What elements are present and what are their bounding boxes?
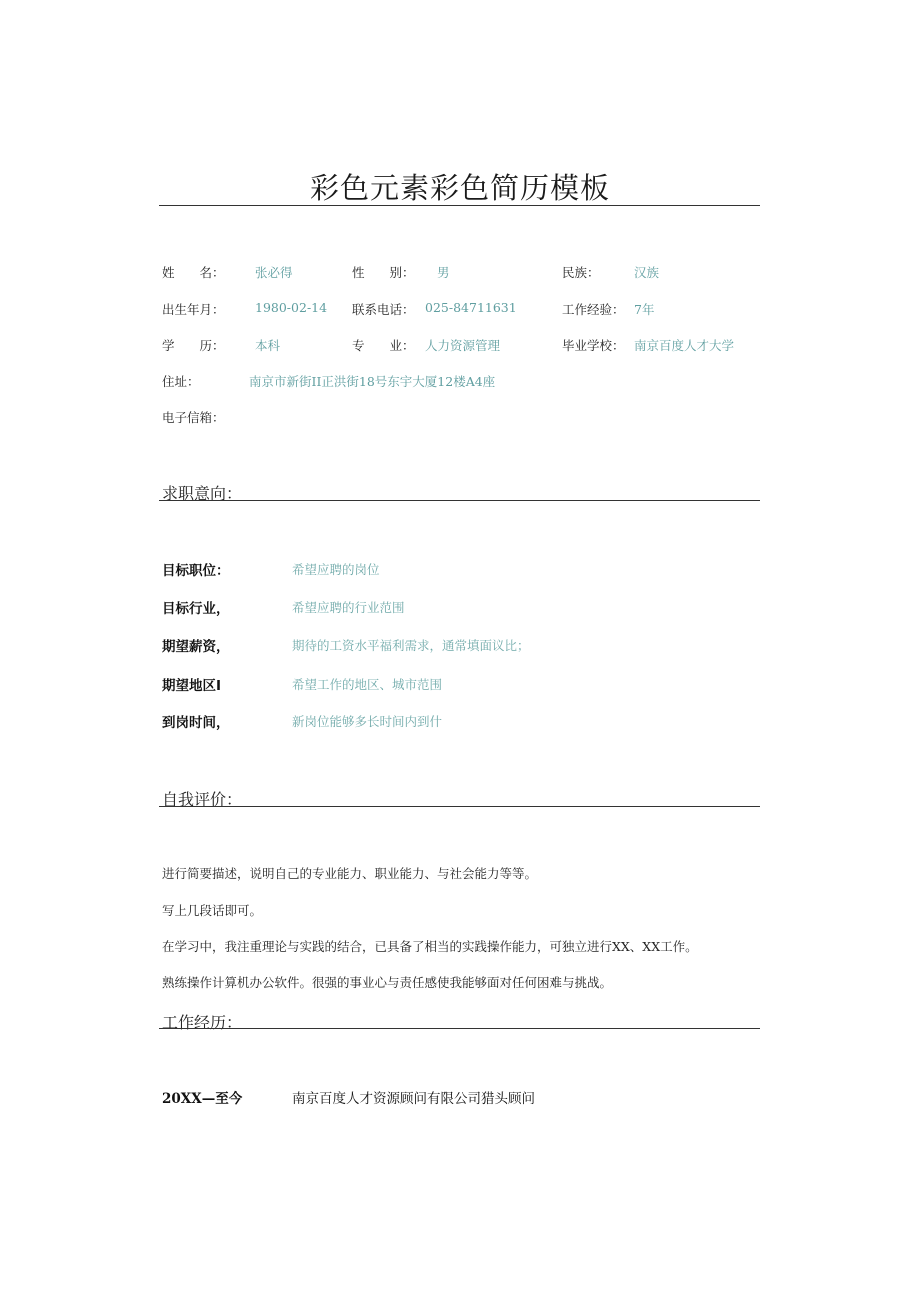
target-industry-label: 目标行业， xyxy=(162,601,230,617)
title-divider xyxy=(159,205,760,206)
job-intention-heading: 求职意向： xyxy=(162,484,243,503)
gender-label: 性 别： xyxy=(352,265,415,280)
experience-label: 工作经验： xyxy=(562,302,625,317)
phone-value: 025-84711631 xyxy=(425,300,517,315)
education-value: 本科 xyxy=(255,338,281,353)
experience-value: 7年 xyxy=(634,302,655,317)
school-label: 毕业学校： xyxy=(562,338,625,353)
target-position-label: 目标职位： xyxy=(162,563,230,579)
start-time-value: 新岗位能够多长时间内到什 xyxy=(292,714,443,729)
ethnicity-label: 民族： xyxy=(562,265,600,280)
ethnicity-value: 汉族 xyxy=(634,265,660,280)
address-label: 住址： xyxy=(162,374,200,389)
start-time-label: 到岗时间， xyxy=(162,715,230,731)
birth-label: 出生年月： xyxy=(162,302,225,317)
self-evaluation-paragraph: 写上几段话即可。 xyxy=(162,903,263,918)
work-experience-heading: 工作经历： xyxy=(162,1013,243,1032)
school-value: 南京百度人才大学 xyxy=(634,338,735,353)
self-evaluation-heading: 自我评价： xyxy=(162,790,243,809)
self-evaluation-divider xyxy=(159,806,760,807)
expected-region-label: 期望地区I xyxy=(162,678,222,694)
name-label: 姓 名： xyxy=(162,265,225,280)
education-label: 学 历： xyxy=(162,338,225,353)
target-position-value: 希望应聘的岗位 xyxy=(292,562,380,577)
self-evaluation-paragraph: 在学习中，我注重理论与实践的结合，已具备了相当的实践操作能力，可独立进行XX、XX工作。 xyxy=(162,939,698,954)
address-value: 南京市新街II正洪街18号东宇大厦12楼A4座 xyxy=(249,374,496,389)
expected-salary-label: 期望薪资， xyxy=(162,639,230,655)
self-evaluation-paragraph: 进行简要描述，说明自己的专业能力、职业能力、与社会能力等等。 xyxy=(162,866,538,881)
phone-label: 联系电话： xyxy=(352,302,415,317)
major-value: 人力资源管理 xyxy=(425,338,501,353)
name-value: 张必得 xyxy=(255,265,293,280)
expected-salary-value: 期待的工资水平福利需求，通常填面议比； xyxy=(292,638,530,653)
expected-region-value: 希望工作的地区、城市范围 xyxy=(292,677,443,692)
target-industry-value: 希望应聘的行业范围 xyxy=(292,600,405,615)
email-label: 电子信箱： xyxy=(162,410,225,425)
page-title: 彩色元素彩色简历模板 xyxy=(309,171,610,205)
job-intention-divider xyxy=(159,500,760,501)
work-description: 南京百度人才资源顾问有限公司猎头顾问 xyxy=(292,1091,535,1107)
work-period: 20XX—至今 xyxy=(162,1091,243,1107)
gender-value: 男 xyxy=(437,265,450,280)
birth-value: 1980-02-14 xyxy=(255,300,328,315)
self-evaluation-paragraph: 熟练操作计算机办公软件。很强的事业心与责任感使我能够面对任何困难与挑战。 xyxy=(162,975,613,990)
work-experience-divider xyxy=(159,1028,760,1029)
major-label: 专 业： xyxy=(352,338,415,353)
